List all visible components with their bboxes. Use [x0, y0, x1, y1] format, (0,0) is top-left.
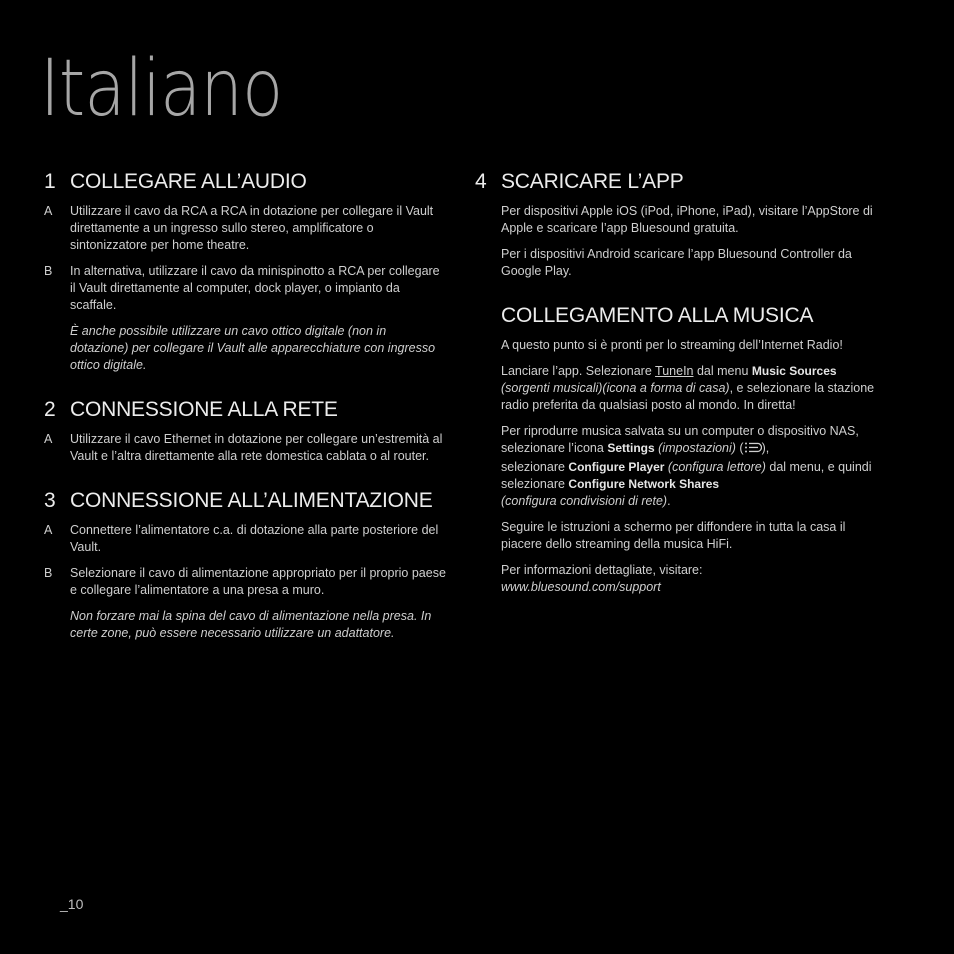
note-text: È anche possibile utilizzare un cavo ottico digitale (non in dotazione) per collegare il Vault alle apparecchiature con ingresso ottico digitale.	[70, 324, 436, 372]
settings-label: Settings	[607, 441, 655, 455]
step-text: Utilizzare il cavo da RCA a RCA in dotazione per collegare il Vault direttamente a un ingresso sullo stereo, amplificatore o sintonizzatore per home theatre.	[70, 204, 434, 252]
section-heading	[44, 170, 446, 194]
text-run: ),	[761, 441, 770, 455]
section-network	[44, 398, 446, 465]
step-text: Selezionare il cavo di alimentazione appropriato per il proprio paese e collegare l’alimentatore a una presa a muro.	[70, 566, 446, 597]
step-letter: A	[44, 204, 53, 218]
text-run: Lanciare l’app. Selezionare	[501, 364, 656, 378]
section-title: COLLEGARE ALL’AUDIO	[70, 170, 307, 193]
page-number: _10	[60, 896, 84, 912]
step-b	[44, 565, 446, 599]
step-a	[44, 431, 446, 465]
section-power	[44, 489, 446, 642]
music-info-text	[501, 562, 880, 596]
music-sources-translation: (sorgenti musicali)(icona a forma di casa)	[501, 381, 730, 395]
section-heading	[44, 489, 446, 513]
section-title: SCARICARE L’APP	[501, 170, 684, 193]
page-title: Italiano	[40, 44, 283, 134]
text-run: dal menu	[693, 364, 752, 378]
configure-player-translation: (configura lettore)	[667, 460, 766, 474]
left-column	[44, 170, 446, 666]
step-letter: A	[44, 523, 53, 537]
step-b	[44, 263, 446, 314]
text-run: , e selezionare la stazione radio preferita da qualsiasi posto al mondo. In diretta!	[501, 381, 875, 412]
section-number: 2	[44, 398, 56, 421]
music-sources-label: Music Sources	[751, 364, 837, 378]
section-title: CONNESSIONE ALL’ALIMENTAZIONE	[70, 489, 433, 512]
section-audio	[44, 170, 446, 374]
note-text: Non forzare mai la spina del cavo di alimentazione nella presa. In certe zone, può essere necessario utilizzare un adattatore.	[70, 609, 432, 640]
step-text: Utilizzare il cavo Ethernet in dotazione per collegare un’estremità al Vault e l’altra direttamente alla rete domestica cablata o al router.	[70, 432, 443, 463]
section-app	[475, 170, 880, 280]
section-number: 3	[44, 489, 56, 512]
text-run: selezionare	[501, 460, 569, 474]
step-a	[44, 203, 446, 254]
step-letter: A	[44, 432, 53, 446]
music-title: COLLEGAMENTO ALLA MUSICA	[501, 304, 814, 327]
section-number: 4	[475, 170, 487, 193]
text-run: dal menu, e quindi selezionare	[501, 460, 872, 491]
step-text: Connettere l’alimentatore c.a. di dotazione alla parte posteriore del Vault.	[70, 523, 439, 554]
tunein-link[interactable]: TuneIn	[655, 364, 694, 378]
section-number: 1	[44, 170, 56, 193]
step-a	[44, 522, 446, 556]
configure-player-label: Configure Player	[568, 460, 665, 474]
text-run: (	[735, 441, 744, 455]
text-run: Per riprodurre musica salvata su un computer o dispositivo NAS, selezionare l’icona	[501, 424, 859, 455]
configure-shares-label: Configure Network Shares	[568, 477, 720, 491]
app-ios-text: Per dispositivi Apple iOS (iPod, iPhone, iPad), visitare l’AppStore di Apple e scaricare l’app Bluesound gratuita.	[501, 204, 873, 235]
settings-translation: (impostazioni)	[658, 441, 736, 455]
support-url[interactable]: www.bluesound.com/support	[501, 580, 661, 594]
section-heading	[475, 170, 880, 194]
music-hifi-text: Seguire le istruzioni a schermo per diffondere in tutta la casa il piacere dello streaming della musica HiFi.	[501, 520, 846, 551]
step-letter: B	[44, 566, 53, 580]
music-nas-text	[501, 423, 880, 510]
step-text: In alternativa, utilizzare il cavo da minispinotto a RCA per collegare il Vault direttamente al computer, dock player, o impianto da scaffale.	[70, 264, 440, 312]
section-heading	[44, 398, 446, 422]
section-title: CONNESSIONE ALLA RETE	[70, 398, 338, 421]
configure-shares-translation: (configura condivisioni di rete)	[501, 494, 668, 508]
right-column	[475, 170, 880, 605]
menu-list-icon	[744, 441, 762, 459]
app-android-text: Per i dispositivi Android scaricare l’app Bluesound Controller da Google Play.	[501, 247, 852, 278]
music-tunein-text	[501, 363, 880, 414]
text-run: .	[667, 494, 671, 508]
music-intro-text: A questo punto si è pronti per lo streaming dell’Internet Radio!	[501, 338, 843, 352]
step-letter: B	[44, 264, 53, 278]
text-run: Per informazioni dettagliate, visitare:	[501, 563, 703, 577]
